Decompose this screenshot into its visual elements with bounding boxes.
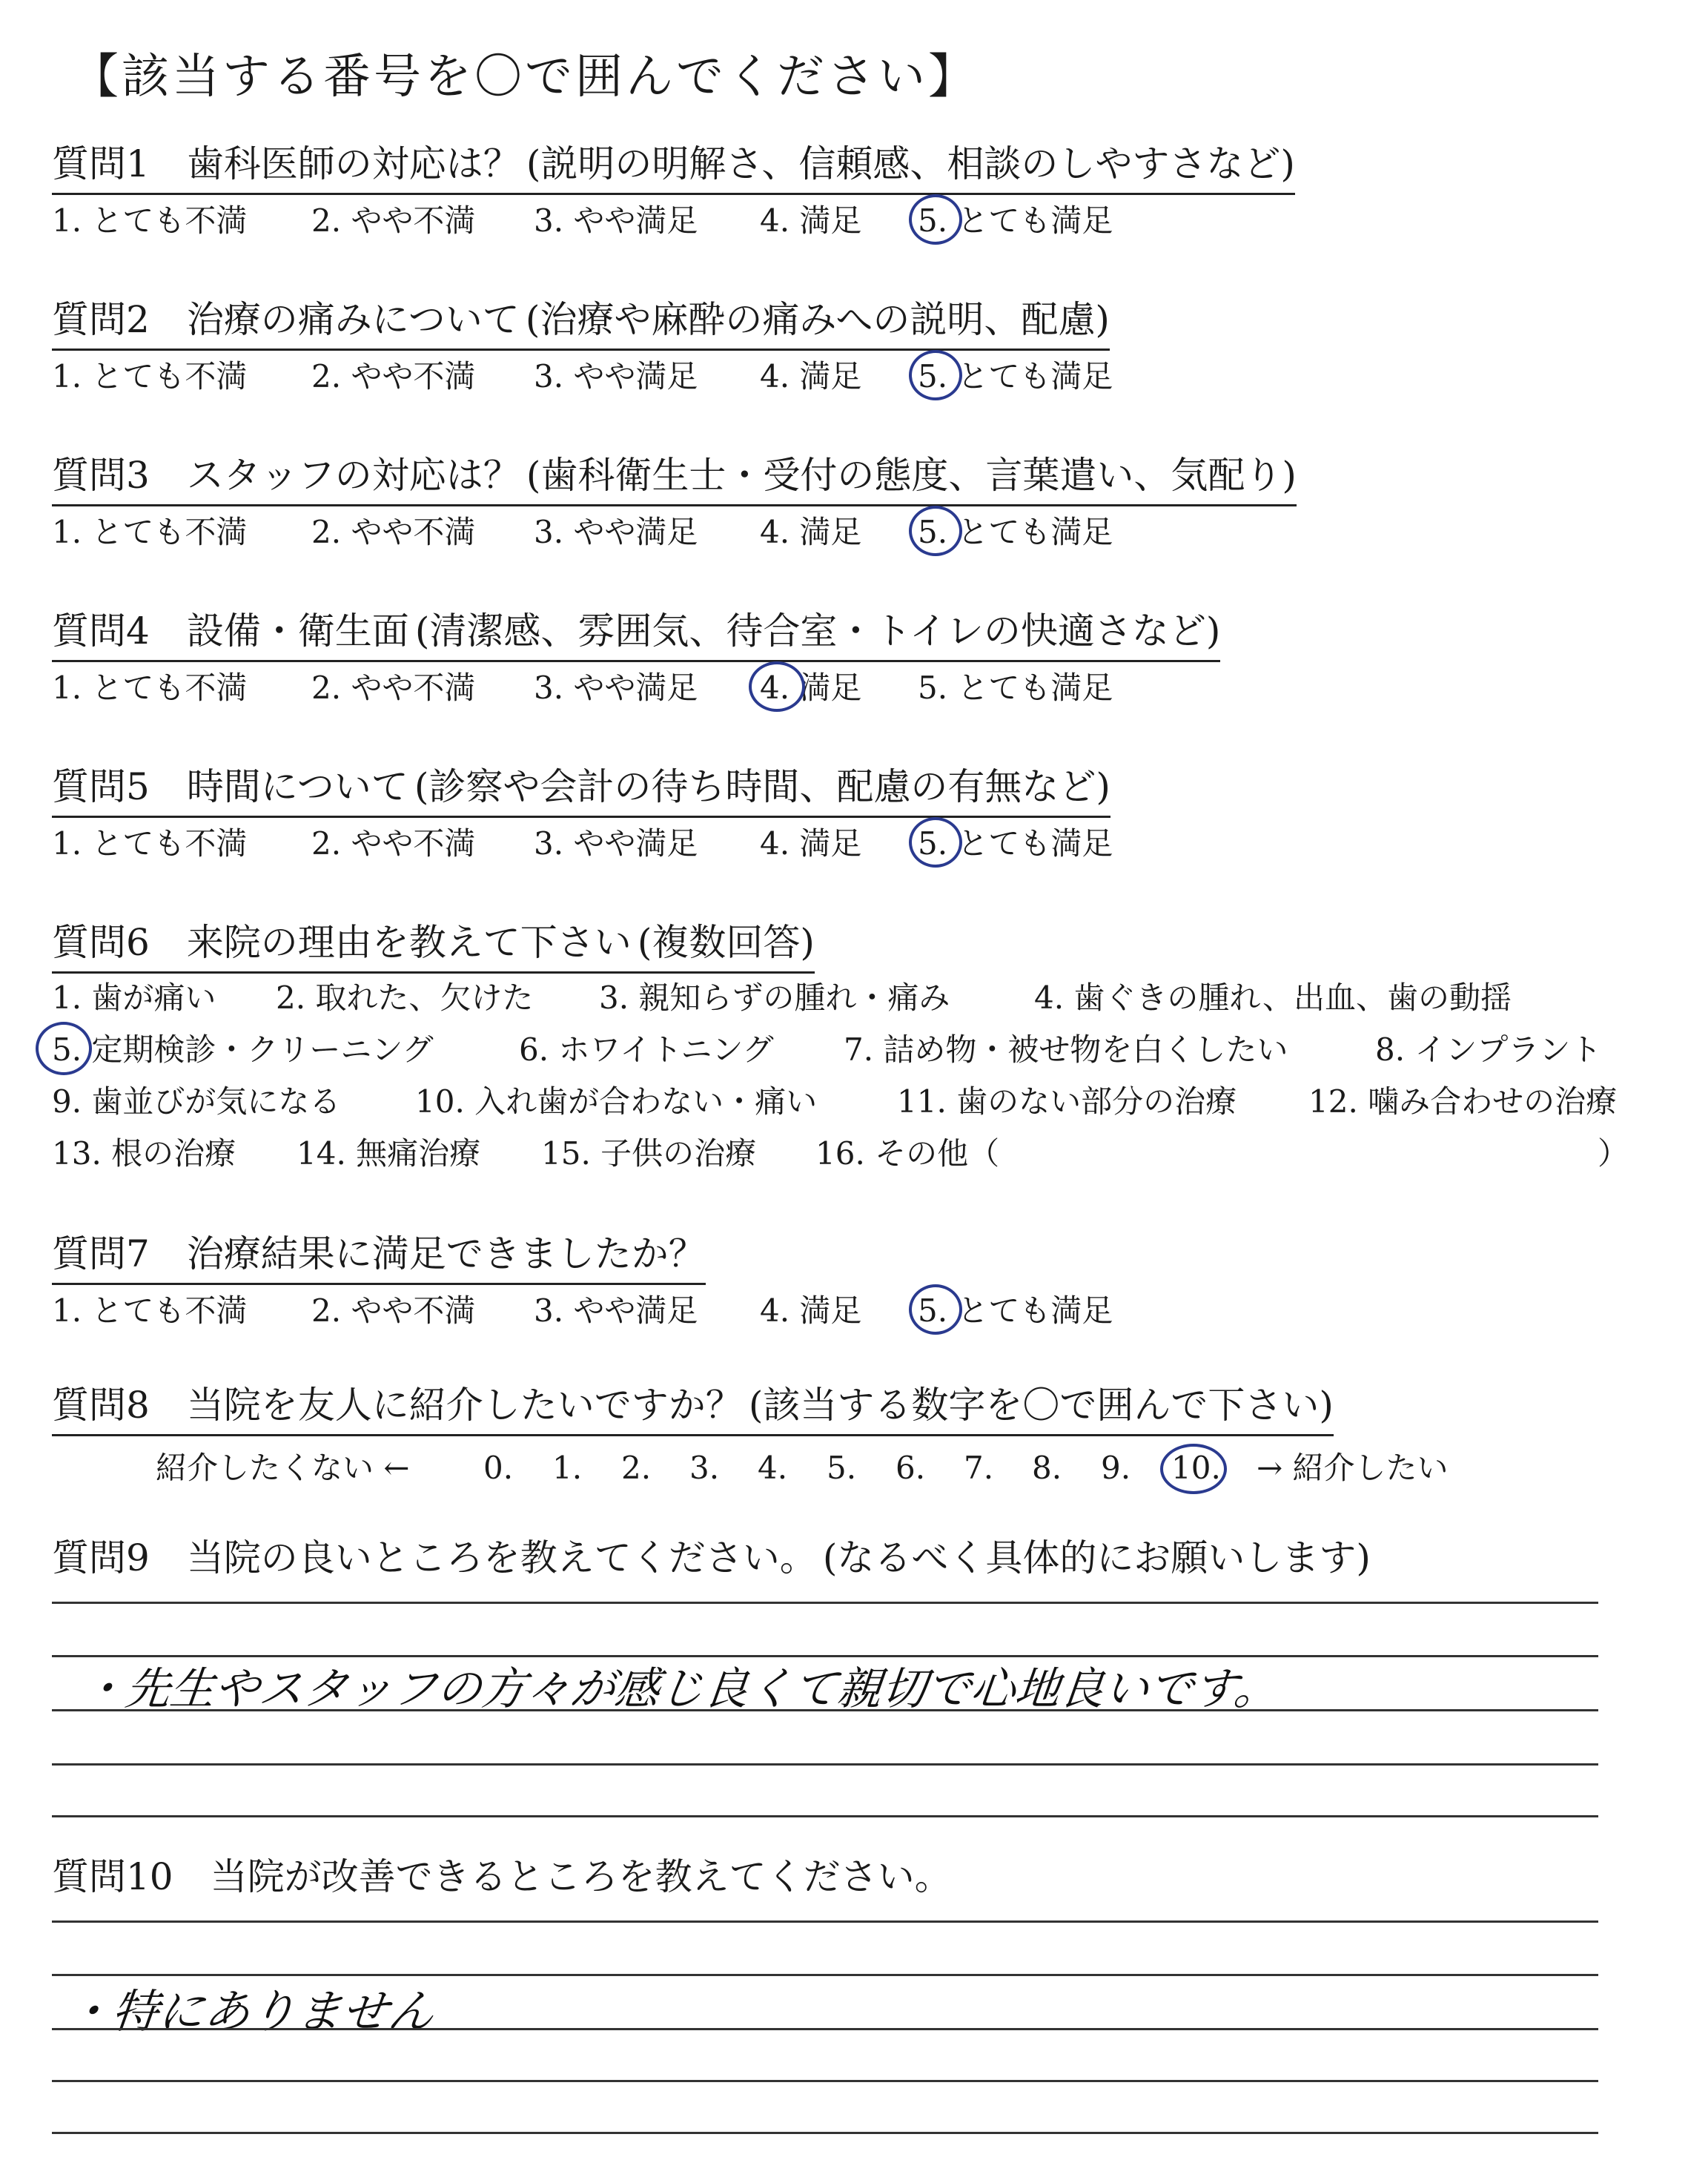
q3-option-5[interactable]: 5. とても満足 xyxy=(918,514,1113,550)
q10-answer-line-4 xyxy=(52,2080,1598,2082)
q1-option-3[interactable]: 3. やや満足 xyxy=(534,202,698,239)
q2-option-5[interactable]: 5. とても満足 xyxy=(918,358,1113,394)
q9-answer-line-1 xyxy=(52,1602,1598,1604)
q3-header xyxy=(52,451,1297,506)
q1-option-1[interactable]: 1. とても不満 xyxy=(52,202,248,239)
q4-option-5[interactable]: 5. とても満足 xyxy=(918,670,1113,706)
q3-detail: (歯科衛生士・受付の態度、言葉遣い、気配り) xyxy=(526,454,1297,497)
q2-text: 治療の痛みについて xyxy=(186,298,520,341)
q6-option-12[interactable]: 12. 噛み合わせの治療 xyxy=(1308,1083,1618,1120)
q9-detail: (なるべく具体的にお願いします) xyxy=(822,1536,1371,1579)
q6-option-14[interactable]: 14. 無痛治療 xyxy=(297,1135,481,1172)
q9-answer-line-3 xyxy=(52,1709,1598,1711)
q8-option-8[interactable]: 8. xyxy=(1032,1450,1062,1486)
q3-option-2[interactable]: 2. やや不満 xyxy=(311,514,476,550)
q2-option-3[interactable]: 3. やや満足 xyxy=(534,358,698,394)
q8-text: 当院を友人に紹介したいですか？ xyxy=(186,1384,743,1427)
q5-option-2[interactable]: 2. やや不満 xyxy=(311,825,476,862)
q10-answer-line-3 xyxy=(52,2028,1598,2030)
q8-option-1[interactable]: 1. xyxy=(552,1450,583,1486)
q6-option-13[interactable]: 13. 根の治療 xyxy=(52,1135,236,1172)
q5-detail: (診察や会計の待ち時間、配慮の有無など) xyxy=(414,765,1110,808)
q2-option-1[interactable]: 1. とても不満 xyxy=(52,358,248,394)
q5-option-1[interactable]: 1. とても不満 xyxy=(52,825,248,862)
q1-text: 歯科医師の対応は？ xyxy=(186,142,520,185)
q6-detail: (複数回答) xyxy=(637,921,815,964)
q7-header xyxy=(52,1229,706,1285)
q7-option-4[interactable]: 4. 満足 xyxy=(760,1292,862,1329)
q6-option-2[interactable]: 2. 取れた、欠けた xyxy=(276,980,534,1016)
q5-option-5[interactable]: 5. とても満足 xyxy=(918,825,1113,862)
q7-option-2[interactable]: 2. やや不満 xyxy=(311,1292,476,1329)
q8-detail: (該当する数字を〇で囲んで下さい) xyxy=(748,1384,1334,1427)
q3-option-4[interactable]: 4. 満足 xyxy=(760,514,862,550)
q3-option-3[interactable]: 3. やや満足 xyxy=(534,514,698,550)
q1-number: 質問1 xyxy=(52,142,150,185)
q6-header xyxy=(52,918,815,974)
q6-option-5[interactable]: 5. 定期検診・クリーニング xyxy=(52,1031,434,1068)
q1-header xyxy=(52,139,1295,195)
q10-answer-line-1 xyxy=(52,1920,1598,1923)
q10-answer-handwriting: ・特にありません xyxy=(63,1984,437,2038)
q6-option-9[interactable]: 9. 歯並びが気になる xyxy=(52,1083,341,1120)
q9-answer-line-5 xyxy=(52,1815,1598,1817)
q6-option-10[interactable]: 10. 入れ歯が合わない・痛い xyxy=(415,1083,818,1120)
q7-text: 治療結果に満足できましたか？ xyxy=(186,1232,706,1275)
q8-option-7[interactable]: 7. xyxy=(964,1450,994,1486)
q3-number: 質問3 xyxy=(52,454,150,497)
q9-number: 質問9 xyxy=(52,1536,150,1579)
q2-header xyxy=(52,295,1110,351)
q6-option-16[interactable]: 16. その他（ xyxy=(815,1135,1000,1172)
q7-option-1[interactable]: 1. とても不満 xyxy=(52,1292,248,1329)
q9-header xyxy=(52,1533,1371,1587)
q4-option-3[interactable]: 3. やや満足 xyxy=(534,670,698,706)
q8-option-6[interactable]: 6. xyxy=(896,1450,926,1486)
q10-number: 質問10 xyxy=(52,1855,173,1898)
q8-option-10[interactable]: 10. xyxy=(1171,1450,1221,1486)
q6-option-4[interactable]: 4. 歯ぐきの腫れ、出血、歯の動揺 xyxy=(1034,980,1512,1016)
q8-right-label: → 紹介したい xyxy=(1257,1450,1449,1486)
q6-number: 質問6 xyxy=(52,921,150,964)
q8-option-5[interactable]: 5. xyxy=(827,1450,857,1486)
q6-option-8[interactable]: 8. インプラント xyxy=(1375,1031,1602,1068)
q2-option-2[interactable]: 2. やや不満 xyxy=(311,358,476,394)
q2-detail: (治療や麻酔の痛みへの説明、配慮) xyxy=(525,298,1110,341)
q5-option-3[interactable]: 3. やや満足 xyxy=(534,825,698,862)
q6-other-close-paren: ） xyxy=(1598,1135,1629,1172)
q2-option-4[interactable]: 4. 満足 xyxy=(760,358,862,394)
page-title: 【該当する番号を〇で囲んでください】 xyxy=(71,50,979,105)
q7-number: 質問7 xyxy=(52,1232,150,1275)
q1-detail: (説明の明解さ、信頼感、相談のしやすさなど) xyxy=(526,142,1295,185)
q5-number: 質問5 xyxy=(52,765,150,808)
q9-answer-line-4 xyxy=(52,1763,1598,1766)
q4-text: 設備・衛生面 xyxy=(186,610,409,653)
q2-number: 質問2 xyxy=(52,298,150,341)
q5-text: 時間について xyxy=(186,765,408,808)
q4-option-1[interactable]: 1. とても不満 xyxy=(52,670,248,706)
q8-number: 質問8 xyxy=(52,1384,150,1427)
q6-option-7[interactable]: 7. 詰め物・被せ物を白くしたい xyxy=(844,1031,1288,1068)
q8-header xyxy=(52,1381,1334,1436)
q8-option-3[interactable]: 3. xyxy=(689,1450,720,1486)
q4-option-4[interactable]: 4. 満足 xyxy=(760,670,862,706)
q1-option-2[interactable]: 2. やや不満 xyxy=(311,202,476,239)
q10-text: 当院が改善できるところを教えてください。 xyxy=(210,1855,952,1898)
q6-option-3[interactable]: 3. 親知らずの腫れ・痛み xyxy=(599,980,950,1016)
q4-option-2[interactable]: 2. やや不満 xyxy=(311,670,476,706)
q10-answer-line-5 xyxy=(52,2132,1598,2134)
q6-option-15[interactable]: 15. 子供の治療 xyxy=(541,1135,757,1172)
q3-text: スタッフの対応は？ xyxy=(186,454,520,497)
q9-text: 当院の良いところを教えてください。 xyxy=(186,1536,817,1579)
q6-text: 来院の理由を教えて下さい xyxy=(186,921,632,964)
q4-header xyxy=(52,607,1220,662)
q1-option-5[interactable]: 5. とても満足 xyxy=(918,202,1113,239)
q4-detail: (清潔感、雰囲気、待合室・トイレの快適さなど) xyxy=(414,610,1221,653)
q6-option-6[interactable]: 6. ホワイトニング xyxy=(519,1031,774,1068)
q7-option-3[interactable]: 3. やや満足 xyxy=(534,1292,698,1329)
q8-option-9[interactable]: 9. xyxy=(1101,1450,1131,1486)
q8-option-0[interactable]: 0. xyxy=(483,1450,514,1486)
q8-left-label: 紹介したくない ← xyxy=(156,1450,410,1486)
q8-option-2[interactable]: 2. xyxy=(621,1450,652,1486)
q8-option-4[interactable]: 4. xyxy=(758,1450,788,1486)
q9-answer-handwriting: ・先生やスタッフの方々が感じ良くて親切で心地良いです。 xyxy=(78,1663,1282,1715)
q7-option-5[interactable]: 5. とても満足 xyxy=(918,1292,1113,1329)
q3-option-1[interactable]: 1. とても不満 xyxy=(52,514,248,550)
q6-option-11[interactable]: 11. 歯のない部分の治療 xyxy=(897,1083,1237,1120)
q1-option-4[interactable]: 4. 満足 xyxy=(760,202,862,239)
q5-header xyxy=(52,762,1110,818)
q6-option-1[interactable]: 1. 歯が痛い xyxy=(52,980,216,1016)
q4-number: 質問4 xyxy=(52,610,150,653)
q5-option-4[interactable]: 4. 満足 xyxy=(760,825,862,862)
q10-header xyxy=(52,1852,952,1906)
